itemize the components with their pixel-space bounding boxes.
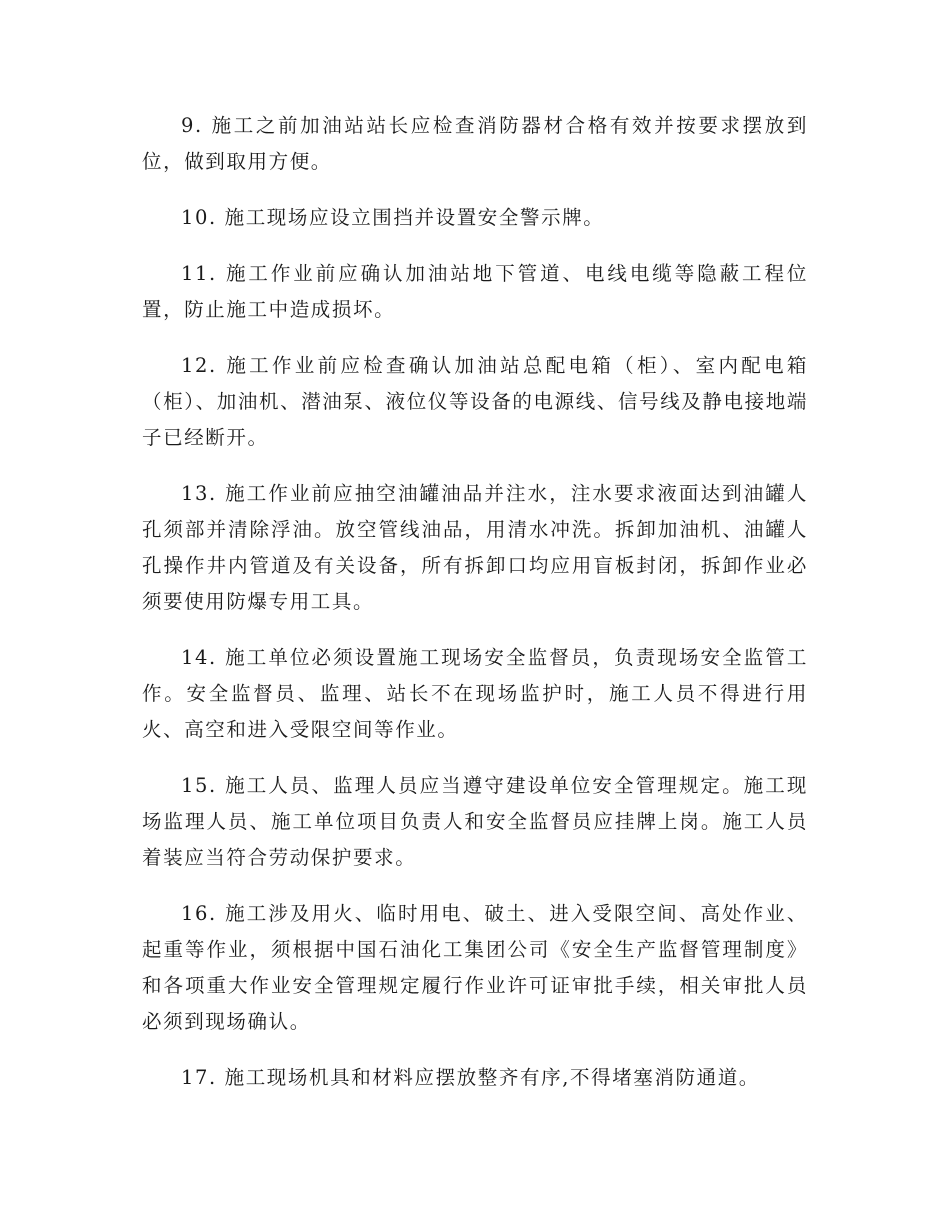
paragraph-item-12: 12. 施工作业前应检查确认加油站总配电箱（柜）、室内配电箱（柜）、加油机、潜油泵、液位仪等设备的电源线、信号线及静电接地端子已经断开。 [142,354,808,449]
paragraph-item-15: 15. 施工人员、监理人员应当遵守建设单位安全管理规定。施工现场监理人员、施工单位项目负责人和安全监督员应挂牌上岗。施工人员着装应当符合劳动保护要求。 [142,774,808,869]
paragraph-item-16: 16. 施工涉及用火、临时用电、破土、进入受限空间、高处作业、起重等作业，须根据中国石油化工集团公司《安全生产监督管理制度》和各项重大作业安全管理规定履行作业许可证审批手续，相关审批人员必须到现场确认。 [142,902,808,1033]
paragraph-item-9: 9. 施工之前加油站站长应检查消防器材合格有效并按要求摆放到位，做到取用方便。 [142,114,808,173]
paragraph-item-11: 11. 施工作业前应确认加油站地下管道、电线电缆等隐蔽工程位置，防止施工中造成损坏。 [142,262,808,321]
paragraph-item-17: 17. 施工现场机具和材料应摆放整齐有序,不得堵塞消防通道。 [181,1066,760,1089]
paragraph-item-14: 14. 施工单位必须设置施工现场安全监督员，负责现场安全监管工作。安全监督员、监理、站长不在现场监护时，施工人员不得进行用火、高空和进入受限空间等作业。 [142,646,808,741]
paragraph-item-10: 10. 施工现场应设立围挡并设置安全警示牌。 [181,206,605,229]
paragraph-item-13: 13. 施工作业前应抽空油罐油品并注水，注水要求液面达到油罐人孔须部并清除浮油。放空管线油品，用清水冲洗。拆卸加油机、油罐人孔操作井内管道及有关设备，所有拆卸口均应用盲板封闭，拆卸作业必须要使用防爆专用工具。 [142,482,808,613]
document-page [142,108,808,1116]
